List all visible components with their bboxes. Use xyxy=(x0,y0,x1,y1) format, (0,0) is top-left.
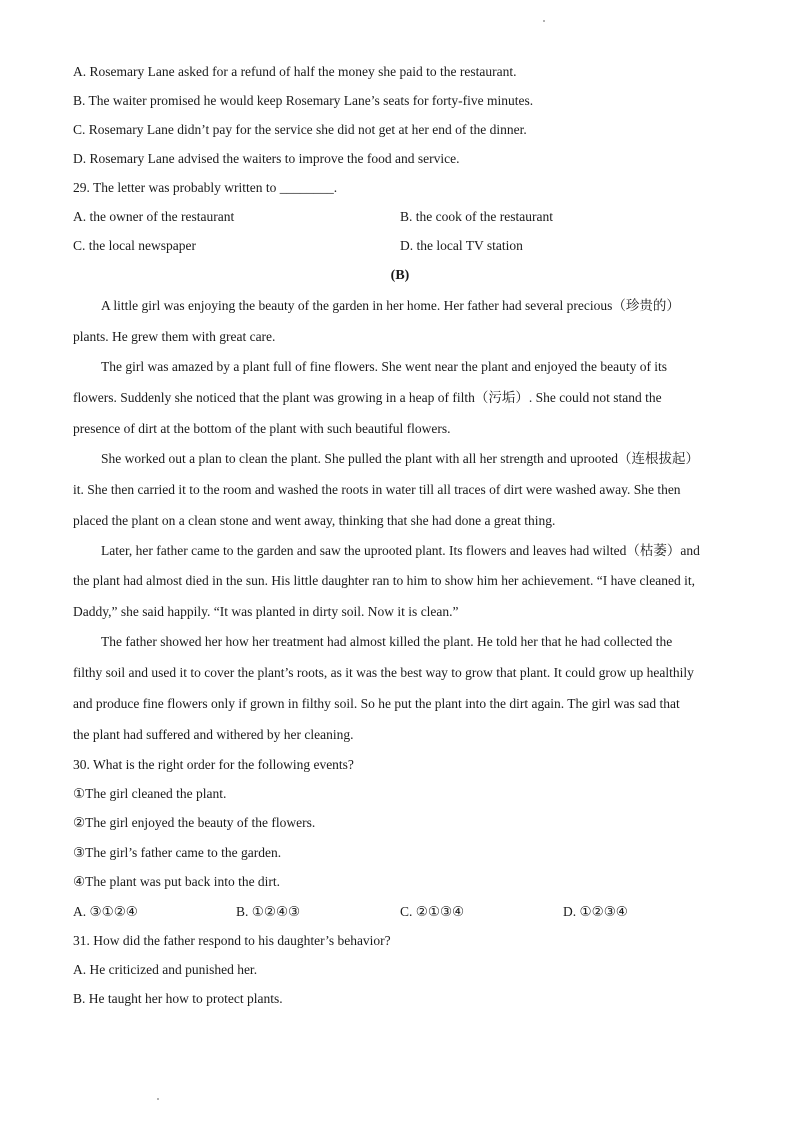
passage-line: The girl was amazed by a plant full of fine flowers. She went near the plant and enjoyed the beauty of its xyxy=(101,359,668,374)
q29-option-b: B. the cook of the restaurant xyxy=(400,209,553,224)
passage-line: presence of dirt at the bottom of the plant with such beautiful flowers. xyxy=(73,421,451,436)
q30-stem: 30. What is the right order for the following events? xyxy=(73,757,354,772)
q28-option-c: C. Rosemary Lane didn’t pay for the service she did not get at her end of the dinner. xyxy=(73,122,527,137)
passage-line: filthy soil and used it to cover the plant’s roots, as it was the best way to grow that plant. It could grow up healthily xyxy=(73,665,694,680)
q30-option-c: C. ②①③④ xyxy=(400,904,465,919)
q30-event: ①The girl cleaned the plant. xyxy=(73,786,227,801)
scan-speck xyxy=(157,1098,159,1100)
q30-option-d: D. ①②③④ xyxy=(563,904,628,919)
passage-line: placed the plant on a clean stone and went away, thinking that she had done a great thing. xyxy=(73,513,556,528)
passage-line: Later, her father came to the garden and saw the uprooted plant. Its flowers and leaves had wilted（枯萎）and xyxy=(101,543,700,558)
passage-line: A little girl was enjoying the beauty of the garden in her home. Her father had several precious（珍贵的） xyxy=(101,298,680,313)
q30-event: ②The girl enjoyed the beauty of the flowers. xyxy=(73,815,316,830)
q30-option-a: A. ③①②④ xyxy=(73,904,138,919)
q29-option-d: D. the local TV station xyxy=(400,238,523,253)
scan-speck xyxy=(543,20,545,22)
q30-event: ④The plant was put back into the dirt. xyxy=(73,874,281,889)
q31-option-b: B. He taught her how to protect plants. xyxy=(73,991,283,1006)
passage-line: and produce fine flowers only if grown in filthy soil. So he put the plant into the dirt again. The girl was sad that xyxy=(73,696,680,711)
q28-option-d: D. Rosemary Lane advised the waiters to improve the food and service. xyxy=(73,151,460,166)
passage-line: it. She then carried it to the room and washed the roots in water till all traces of dirt were washed away. She then xyxy=(73,482,681,497)
passage-line: The father showed her how her treatment had almost killed the plant. He told her that he had collected the xyxy=(101,634,673,649)
q31-stem: 31. How did the father respond to his daughter’s behavior? xyxy=(73,933,391,948)
section-title: (B) xyxy=(390,268,410,283)
q29-option-c: C. the local newspaper xyxy=(73,238,196,253)
q29-stem: 29. The letter was probably written to ________. xyxy=(73,180,338,195)
q28-option-b: B. The waiter promised he would keep Rosemary Lane’s seats for forty-five minutes. xyxy=(73,93,534,108)
q28-option-a: A. Rosemary Lane asked for a refund of half the money she paid to the restaurant. xyxy=(73,64,517,79)
q30-event: ③The girl’s father came to the garden. xyxy=(73,845,282,860)
passage-line: plants. He grew them with great care. xyxy=(73,329,276,344)
q29-option-a: A. the owner of the restaurant xyxy=(73,209,235,224)
q31-option-a: A. He criticized and punished her. xyxy=(73,962,258,977)
passage-line: She worked out a plan to clean the plant. She pulled the plant with all her strength and uprooted（连根拔起） xyxy=(101,451,699,466)
passage-line: the plant had almost died in the sun. His little daughter ran to him to show him her achievement. “I have cleaned it, xyxy=(73,573,695,588)
q30-option-b: B. ①②④③ xyxy=(236,904,301,919)
passage-line: Daddy,” she said happily. “It was planted in dirty soil. Now it is clean.” xyxy=(73,604,459,619)
passage-line: the plant had suffered and withered by her cleaning. xyxy=(73,727,354,742)
passage-line: flowers. Suddenly she noticed that the plant was growing in a heap of filth（污垢）. She could not stand the xyxy=(73,390,662,405)
